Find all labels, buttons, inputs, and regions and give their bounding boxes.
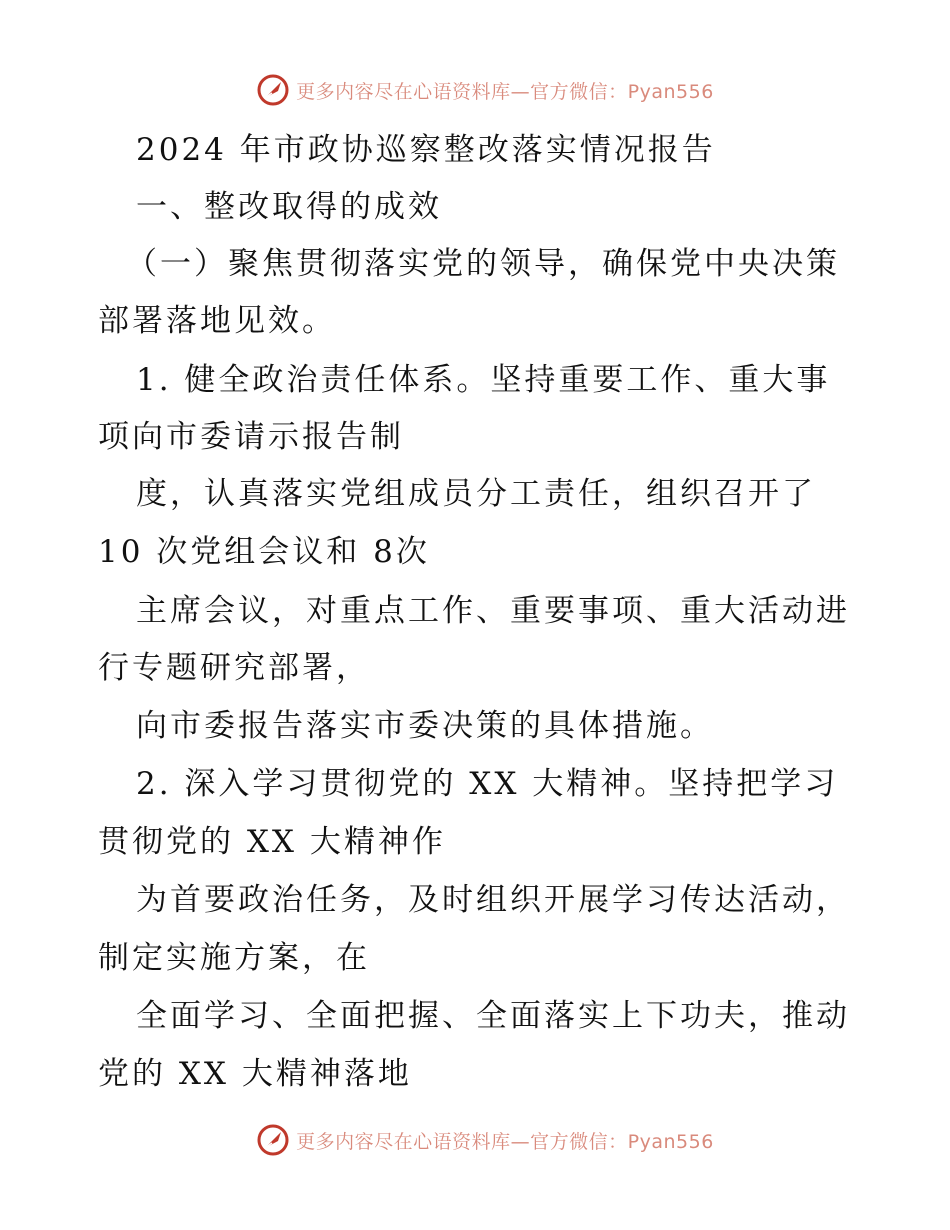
header-banner-text: 更多内容尽在心语资料库—官方微信：Pyan556 <box>296 80 714 103</box>
paragraph-line: 主席会议，对重点工作、重要事项、重大活动进 <box>136 593 850 629</box>
paragraph-line: 全面学习、全面把握、全面落实上下功夫，推动 <box>136 998 850 1034</box>
doc-title: 2024 年市政协巡察整改落实情况报告 <box>136 132 716 168</box>
paragraph-line: 行专题研究部署， <box>98 650 370 686</box>
paragraph-line: 向市委报告落实市委决策的具体措施。 <box>136 708 714 744</box>
paragraph-line: 度，认真落实党组成员分工责任，组织召开了 <box>136 476 816 512</box>
footer-banner-text: 更多内容尽在心语资料库—官方微信：Pyan556 <box>296 1130 714 1153</box>
paragraph-line: 为首要政治任务，及时组织开展学习传达活动， <box>136 882 850 918</box>
subsection-heading-1: （一）聚焦贯彻落实党的领导，确保党中央决策 <box>126 246 840 282</box>
footer-banner <box>0 1120 950 1160</box>
feather-pen-logo-icon <box>256 1123 290 1157</box>
paragraph-line: 制定实施方案，在 <box>98 940 370 976</box>
section-heading-1: 一、整改取得的成效 <box>136 189 442 225</box>
paragraph-line: 党的 XX 大精神落地 <box>98 1056 412 1092</box>
paragraph-line: 项向市委请示报告制 <box>98 419 404 455</box>
paragraph-line: 1. 健全政治责任体系。坚持重要工作、重大事 <box>136 362 831 398</box>
feather-pen-logo-icon <box>256 73 290 107</box>
paragraph-line: 10 次党组会议和 8次 <box>98 534 430 570</box>
paragraph-line: 部署落地见效。 <box>98 303 336 339</box>
footer-banner-inner <box>256 1123 714 1157</box>
header-banner <box>0 70 950 110</box>
paragraph-line: 贯彻党的 XX 大精神作 <box>98 824 446 860</box>
header-banner-inner <box>256 73 714 107</box>
paragraph-line: 2. 深入学习贯彻党的 XX 大精神。坚持把学习 <box>136 766 839 802</box>
